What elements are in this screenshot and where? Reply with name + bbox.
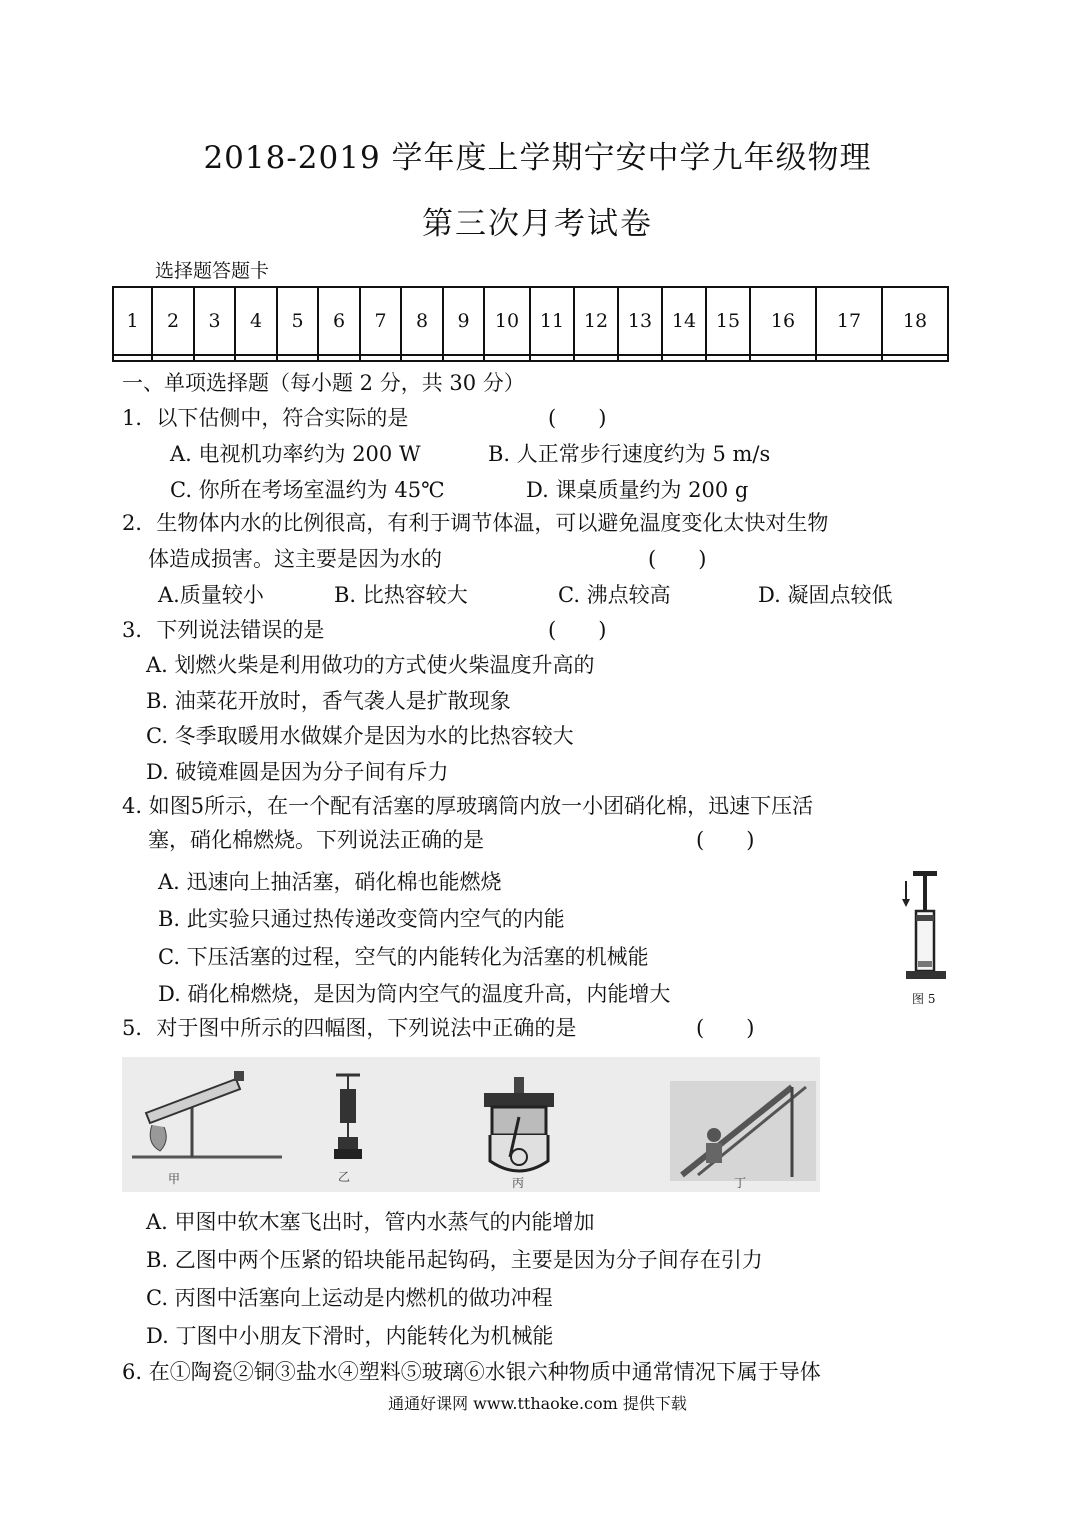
question-2-option-c: C. 沸点较高 bbox=[558, 583, 671, 607]
answer-card-number: 17 bbox=[816, 287, 882, 355]
question-4-option-b: B. 此实验只通过热传递改变筒内空气的内能 bbox=[158, 907, 565, 931]
question-5-option-a: A. 甲图中软木塞飞出时，管内水蒸气的内能增加 bbox=[146, 1210, 595, 1234]
answer-card-number: 2 bbox=[152, 287, 194, 355]
question-1-option-a: A. 电视机功率约为 200 W bbox=[170, 442, 421, 466]
question-1-bracket: ( ) bbox=[548, 406, 607, 430]
question-5-figure-strip bbox=[122, 1057, 820, 1192]
answer-cell[interactable] bbox=[152, 355, 194, 361]
figure-label-yi: 乙 bbox=[338, 1170, 351, 1184]
answer-cell[interactable] bbox=[574, 355, 618, 361]
answer-cell[interactable] bbox=[401, 355, 443, 361]
question-2-bracket: ( ) bbox=[648, 547, 707, 571]
question-6-stem: 6. 在①陶瓷②铜③盐水④塑料⑤玻璃⑥水银六种物质中通常情况下属于导体 bbox=[122, 1360, 821, 1384]
exam-subtitle: 第三次月考试卷 bbox=[422, 206, 653, 242]
piston-cylinder-icon bbox=[892, 867, 952, 987]
question-5-option-c: C. 丙图中活塞向上运动是内燃机的做功冲程 bbox=[146, 1286, 553, 1310]
question-5-option-b: B. 乙图中两个压紧的铅块能吊起钩码，主要是因为分子间存在引力 bbox=[146, 1248, 763, 1272]
answer-cell[interactable] bbox=[662, 355, 706, 361]
answer-cell[interactable] bbox=[360, 355, 401, 361]
section-heading: 一、单项选择题（每小题 2 分，共 30 分） bbox=[122, 371, 525, 395]
answer-card-number: 10 bbox=[484, 287, 530, 355]
question-1-option-b: B. 人正常步行速度约为 5 m/s bbox=[488, 442, 771, 466]
answer-card-number: 9 bbox=[443, 287, 484, 355]
answer-cell[interactable] bbox=[277, 355, 318, 361]
question-2-stem-line2: 体造成损害。这主要是因为水的 bbox=[148, 547, 442, 571]
question-5-bracket: ( ) bbox=[696, 1016, 755, 1040]
question-4-option-d: D. 硝化棉燃烧，是因为筒内空气的温度升高，内能增大 bbox=[158, 982, 671, 1006]
figure-bing-engine-cylinder-icon bbox=[484, 1077, 554, 1171]
exam-title: 2018-2019 学年度上学期宁安中学九年级物理 bbox=[203, 140, 872, 176]
question-3-option-d: D. 破镜难圆是因为分子间有斥力 bbox=[146, 760, 449, 784]
answer-cell[interactable] bbox=[194, 355, 235, 361]
question-1-stem: 1．以下估侧中，符合实际的是 bbox=[122, 406, 409, 430]
question-4-option-a: A. 迅速向上抽活塞，硝化棉也能燃烧 bbox=[158, 870, 502, 894]
answer-cell[interactable] bbox=[530, 355, 574, 361]
question-3-option-a: A. 划燃火柴是利用做功的方式使火柴温度升高的 bbox=[146, 653, 595, 677]
question-2-stem-line1: 2．生物体内水的比例很高，有利于调节体温，可以避免温度变化太快对生物 bbox=[122, 511, 829, 535]
figure-label-bing: 丙 bbox=[512, 1176, 525, 1190]
figure-yi-lead-blocks-icon bbox=[334, 1075, 362, 1159]
answer-card-number: 15 bbox=[706, 287, 750, 355]
answer-card-table bbox=[112, 286, 949, 362]
question-2-option-d: D. 凝固点较低 bbox=[758, 583, 893, 607]
question-1-option-d: D. 课桌质量约为 200 g bbox=[526, 478, 749, 502]
answer-cell[interactable] bbox=[484, 355, 530, 361]
answer-card-number: 16 bbox=[750, 287, 816, 355]
answer-cell[interactable] bbox=[816, 355, 882, 361]
figure-ding-slide-icon bbox=[670, 1081, 816, 1181]
question-3-option-c: C. 冬季取暖用水做媒介是因为水的比热容较大 bbox=[146, 724, 574, 748]
figure-5-caption: 图 5 bbox=[912, 992, 936, 1006]
question-3-bracket: ( ) bbox=[548, 618, 607, 642]
answer-card-number: 6 bbox=[318, 287, 360, 355]
answer-card-number: 14 bbox=[662, 287, 706, 355]
answer-card-number: 18 bbox=[882, 287, 948, 355]
question-4-stem-line2: 塞，硝化棉燃烧。下列说法正确的是 bbox=[148, 828, 484, 852]
answer-cell[interactable] bbox=[618, 355, 662, 361]
answer-cell[interactable] bbox=[235, 355, 277, 361]
answer-cell[interactable] bbox=[113, 355, 152, 361]
figure-label-jia: 甲 bbox=[168, 1172, 181, 1186]
answer-cell[interactable] bbox=[443, 355, 484, 361]
answer-cell[interactable] bbox=[318, 355, 360, 361]
answer-card-number-row bbox=[113, 287, 948, 355]
figure-jia-test-tube-icon bbox=[132, 1071, 282, 1157]
answer-card-number: 13 bbox=[618, 287, 662, 355]
answer-card-label: 选择题答题卡 bbox=[155, 260, 270, 282]
question-5-stem: 5．对于图中所示的四幅图，下列说法中正确的是 bbox=[122, 1016, 577, 1040]
page-footer: 通通好课网 www.tthaoke.com 提供下载 bbox=[388, 1394, 687, 1413]
answer-card-number: 3 bbox=[194, 287, 235, 355]
answer-cell[interactable] bbox=[882, 355, 948, 361]
answer-card-number: 12 bbox=[574, 287, 618, 355]
question-2-option-a: A.质量较小 bbox=[158, 583, 264, 607]
figure-label-ding: 丁 bbox=[734, 1176, 747, 1190]
figure-5-piston-illustration bbox=[892, 867, 952, 1002]
answer-card-number: 8 bbox=[401, 287, 443, 355]
question-4-stem-line1: 4. 如图5所示，在一个配有活塞的厚玻璃筒内放一小团硝化棉，迅速下压活 bbox=[122, 794, 814, 818]
answer-cell[interactable] bbox=[750, 355, 816, 361]
question-3-option-b: B. 油菜花开放时，香气袭人是扩散现象 bbox=[146, 689, 511, 713]
question-3-stem: 3．下列说法错误的是 bbox=[122, 618, 325, 642]
question-2-option-b: B. 比热容较大 bbox=[334, 583, 468, 607]
answer-card-number: 11 bbox=[530, 287, 574, 355]
answer-card-number: 1 bbox=[113, 287, 152, 355]
answer-cell[interactable] bbox=[706, 355, 750, 361]
answer-card-number: 4 bbox=[235, 287, 277, 355]
answer-card-number: 7 bbox=[360, 287, 401, 355]
question-4-bracket: ( ) bbox=[696, 828, 755, 852]
answer-card-blank-row bbox=[113, 355, 948, 361]
question-5-option-d: D. 丁图中小朋友下滑时，内能转化为机械能 bbox=[146, 1324, 554, 1348]
question-4-option-c: C. 下压活塞的过程，空气的内能转化为活塞的机械能 bbox=[158, 945, 649, 969]
answer-card-number: 5 bbox=[277, 287, 318, 355]
question-1-option-c: C. 你所在考场室温约为 45℃ bbox=[170, 478, 445, 502]
four-physics-figures bbox=[122, 1057, 820, 1192]
